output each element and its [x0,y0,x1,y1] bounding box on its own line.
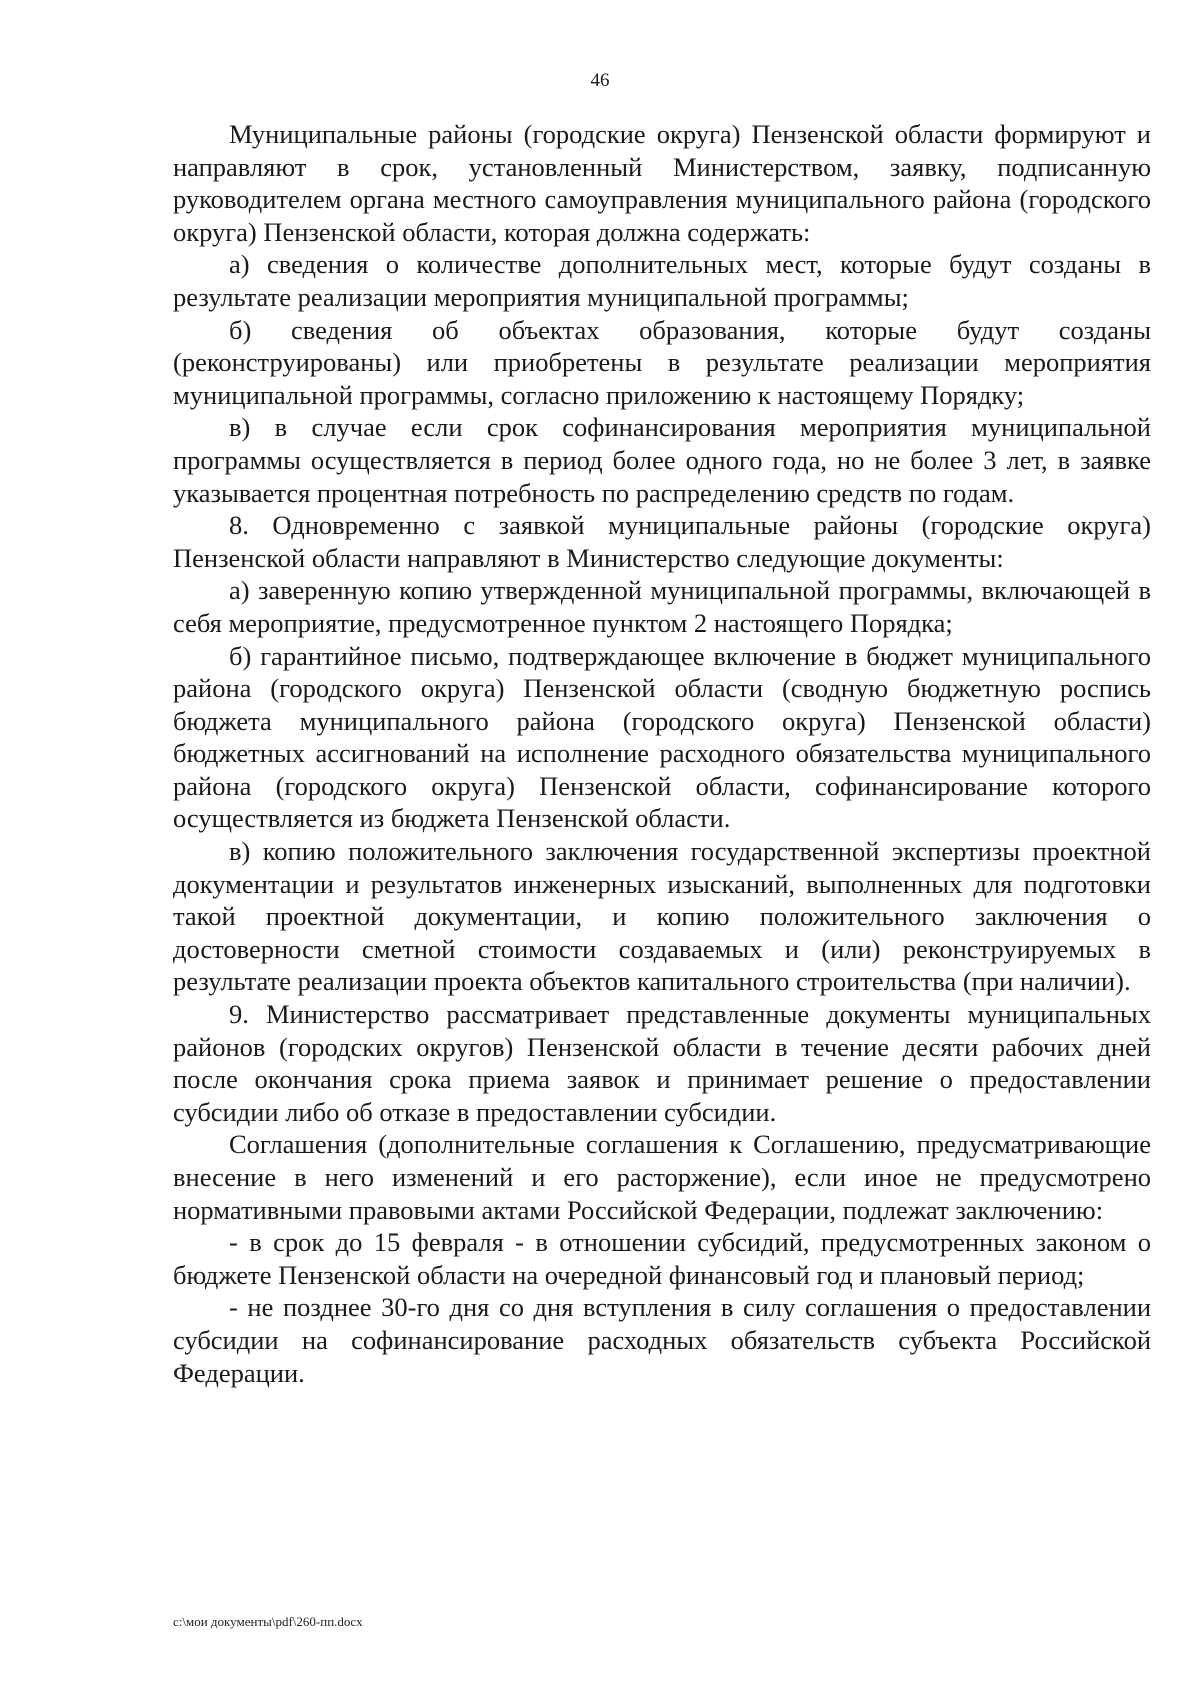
paragraph-clause-8-v: в) копию положительного заключения государственной экспертизы проектной документации и результатов инженерных изысканий, выполненных для подготовки такой проектной документации, и копию положительного заключения о достоверности сметной стоимости создаваемых и (или) реконструируемых в результате реализации проекта объектов капитального строительства (при наличии). [173,836,1151,997]
paragraph-clause-8-b: б) гарантийное письмо, подтверждающее включение в бюджет муниципального района (городского округа) Пензенской области (сводную бюджетную роспись бюджета муниципального района (городского округа) Пензенской области) бюджетных ассигнований на исполнение расходного обязательства муниципального района (городского округа) Пензенской области, софинансирование которого осуществляется из бюджета Пензенской области. [173,640,1151,834]
page-number: 46 [590,70,610,91]
paragraph-item-a-places: а) сведения о количестве дополнительных мест, которые будут созданы в результате реализации мероприятия муниципальной программы; [173,249,1151,312]
paragraph-agreements: Соглашения (дополнительные соглашения к Соглашению, предусматривающие внесение в него изменений и его расторжение), если иное не предусмотрено нормативными правовыми актами Российской Федерации, подлежат заключению: [173,1129,1151,1225]
paragraph-deadline-february: - в срок до 15 февраля - в отношении субсидий, предусмотренных законом о бюджете Пензенской области на очередной финансовый год и плановый период; [173,1227,1151,1290]
paragraph-clause-9: 9. Министерство рассматривает представленные документы муниципальных районов (городских округов) Пензенской области в течение десяти рабочих дней после окончания срока приема заявок и принимает решение о предоставлении субсидии либо об отказе в предоставлении субсидии. [173,999,1151,1127]
paragraph-clause-8-a: а) заверенную копию утвержденной муниципальной программы, включающей в себя мероприятие, предусмотренное пунктом 2 настоящего Порядка; [173,575,1151,638]
paragraph-item-b-objects: б) сведения об объектах образования, которые будут созданы (реконструированы) или приобретены в результате реализации мероприятия муниципальной программы, согласно приложению к настоящему Порядку; [173,314,1151,410]
document-body [173,118,1151,1389]
footer-file-path: c:\мои документы\pdf\260-пп.docx [173,1614,363,1629]
paragraph-item-v-percent: в) в случае если срок софинансирования мероприятия муниципальной программы осуществляется в период более одного года, но не более 3 лет, в заявке указывается процентная потребность по распределению средств по годам. [173,412,1151,508]
paragraph-deadline-30-days: - не позднее 30-го дня со дня вступления в силу соглашения о предоставлении субсидии на софинансирование расходных обязательств субъекта Российской Федерации. [173,1292,1151,1388]
paragraph-clause-8: 8. Одновременно с заявкой муниципальные районы (городские округа) Пензенской области направляют в Министерство следующие документы: [173,510,1151,573]
paragraph-application-content: Муниципальные районы (городские округа) Пензенской области формируют и направляют в срок, установленный Министерством, заявку, подписанную руководителем органа местного самоуправления муниципального района (городского округа) Пензенской области, которая должна содержать: [173,119,1151,247]
